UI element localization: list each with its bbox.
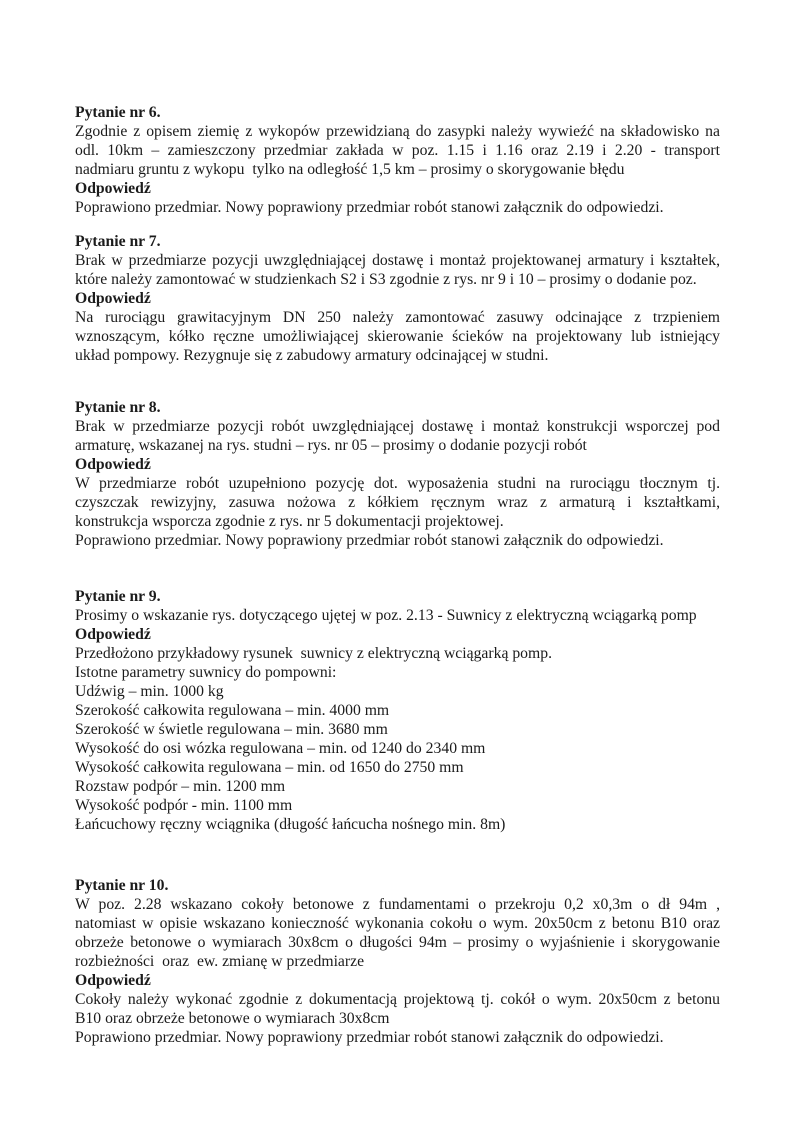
answer-line: konstrukcja wsporcza zgodnie z rys. nr 5 dokumentacji projektowej. [75,513,504,530]
answer-label: Odpowiedź [75,972,151,989]
question-line: W poz. 2.28 wskazano cokoły betonowe z fundamentami o przekroju 0,2 x0,3m o dł 94m , [75,896,720,913]
question-line: Zgodnie z opisem ziemię z wykopów przewidzianą do zasypki należy wywieźć na składowisko na [75,123,720,140]
question-line: które należy zamontować w studzienkach S2 i S3 zgodnie z rys. nr 9 i 10 – prosimy o dodanie poz. [75,271,697,288]
question-heading: Pytanie nr 9. [75,588,161,605]
answer-label: Odpowiedź [75,456,151,473]
qa-section-6 [75,103,720,217]
answer-line: układ pompowy. Rezygnuje się z zabudowy armatury odcinającej w studni. [75,347,549,364]
qa-section-10 [75,876,720,1047]
question-line: natomiast w opisie wskazano konieczność wykonania cokołu o wym. 20x50cm z betonu B10 oraz [75,915,720,932]
answer-line: Istotne parametry suwnicy do pompowni: [75,664,337,681]
answer-label: Odpowiedź [75,290,151,307]
answer-line: Wysokość do osi wózka regulowana – min. od 1240 do 2340 mm [75,740,486,757]
answer-line: Na rurociągu grawitacyjnym DN 250 należy zamontować zasuwy odcinające z trzpieniem [75,309,720,326]
answer-line: B10 oraz obrzeże betonowe o wymiarach 30x8cm [75,1010,390,1027]
answer-line: czyszczak rewizyjny, zasuwa nożowa z kółkiem ręcznym wraz z armaturą i kształtkami, [75,494,720,511]
answer-line: Cokoły należy wykonać zgodnie z dokumentacją projektową tj. cokół o wym. 20x50cm z betonu [75,991,720,1008]
qa-section-8 [75,398,720,550]
question-line: obrzeże betonowe o wymiarach 30x8cm o długości 94m – prosimy o wyjaśnienie i skorygowanie [75,934,720,951]
question-line: Brak w przedmiarze pozycji robót uwzględniającej dostawę i montaż konstrukcji wsporczej pod [75,418,720,435]
answer-label: Odpowiedź [75,626,151,643]
answer-line: Łańcuchowy ręczny wciągnika (długość łańcucha nośnego min. 8m) [75,816,506,833]
qa-section-9 [75,587,720,834]
answer-line: Udźwig – min. 1000 kg [75,683,224,700]
question-heading: Pytanie nr 6. [75,104,161,121]
question-heading: Pytanie nr 7. [75,233,161,250]
question-line: odl. 10km – zamieszczony przedmiar zakłada w poz. 1.15 i 1.16 oraz 2.19 i 2.20 - transport [75,142,720,159]
answer-line: Wysokość całkowita regulowana – min. od 1650 do 2750 mm [75,759,464,776]
question-line: Prosimy o wskazanie rys. dotyczącego ujętej w poz. 2.13 - Suwnicy z elektryczną wciągarką pomp [75,607,697,624]
answer-line: Wysokość podpór - min. 1100 mm [75,797,293,814]
question-line: rozbieżności oraz ew. zmianę w przedmiarze [75,953,365,970]
answer-line: Rozstaw podpór – min. 1200 mm [75,778,286,795]
question-heading: Pytanie nr 10. [75,877,169,894]
answer-line: Szerokość całkowita regulowana – min. 4000 mm [75,702,390,719]
question-line: nadmiaru gruntu z wykopu tylko na odległość 1,5 km – prosimy o skorygowanie błędu [75,161,625,178]
answer-label: Odpowiedź [75,180,151,197]
question-line: armaturę, wskazanej na rys. studni – rys. nr 05 – prosimy o dodanie pozycji robót [75,437,587,454]
answer-line: wznoszącym, kółko ręczne umożliwiającej skierowanie ścieków na projektowany lub istniejący [75,328,720,345]
answer-line: Przedłożono przykładowy rysunek suwnicy z elektryczną wciągarką pomp. [75,645,552,662]
answer-line: Poprawiono przedmiar. Nowy poprawiony przedmiar robót stanowi załącznik do odpowiedzi. [75,532,664,549]
answer-line: Poprawiono przedmiar. Nowy poprawiony przedmiar robót stanowi załącznik do odpowiedzi. [75,199,664,216]
qa-section-7 [75,232,720,365]
answer-line: Poprawiono przedmiar. Nowy poprawiony przedmiar robót stanowi załącznik do odpowiedzi. [75,1029,664,1046]
question-heading: Pytanie nr 8. [75,399,161,416]
question-line: Brak w przedmiarze pozycji uwzględniającej dostawę i montaż projektowanej armatury i kształtek, [75,252,720,269]
answer-line: Szerokość w świetle regulowana – min. 3680 mm [75,721,388,738]
qa-content [75,103,720,1047]
answer-line: W przedmiarze robót uzupełniono pozycję dot. wyposażenia studni na rurociągu tłocznym tj. [75,475,720,492]
